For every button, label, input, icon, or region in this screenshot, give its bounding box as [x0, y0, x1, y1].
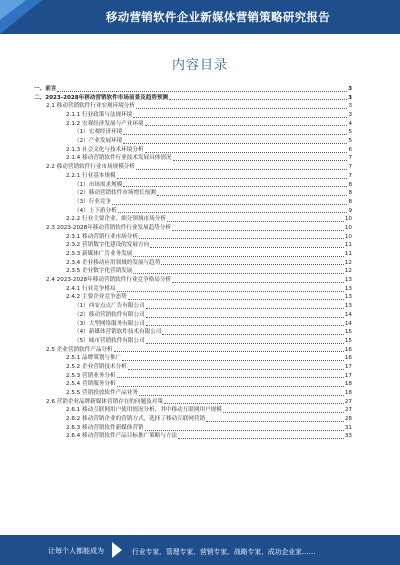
toc-entry-page: 10 [344, 233, 352, 240]
toc-entry[interactable] [34, 215, 352, 224]
toc-entry-title: 2.3 2023-2028年移动营销软件行业发展趋势分析 [46, 224, 172, 231]
toc-entry[interactable] [34, 363, 352, 372]
toc-entry-title: （1）宏观经济环境 [74, 129, 123, 136]
toc-entry-page: 3 [348, 112, 352, 119]
toc-entry-page: 3 [348, 94, 352, 101]
toc-leader-dots [162, 334, 343, 335]
toc-entry-title: 2.3.4 企业移动应用领域的发展与趋势 [66, 259, 161, 266]
toc-leader-dots [167, 221, 344, 222]
toc-entry[interactable] [34, 389, 352, 398]
toc-leader-dots [172, 282, 344, 283]
toc-entry-title: （2）产业发展环境 [74, 138, 123, 145]
toc-entry-title: 2.3.2 营销数字化建设的发展方向 [66, 242, 150, 249]
arrow-right-icon [112, 542, 122, 558]
toc-leader-dots [136, 169, 347, 170]
toc-entry[interactable] [34, 311, 352, 320]
toc-entry-page: 3 [348, 103, 352, 110]
toc-entry-page: 27 [344, 398, 352, 405]
toc-entry[interactable] [34, 337, 352, 346]
toc-leader-dots [139, 395, 344, 396]
toc-entry-title: 2.6.3 移动营销软件新媒体营销 [66, 424, 144, 431]
toc-leader-dots [117, 386, 344, 387]
toc-entry-page: 11 [344, 242, 352, 249]
toc-entry-page: 9 [348, 207, 352, 214]
toc-heading: 内容目录 [171, 58, 228, 73]
toc-entry[interactable] [34, 398, 352, 407]
toc-entry[interactable] [34, 259, 352, 268]
toc-entry-title: 2.5.3 营销业务分析 [66, 372, 116, 379]
toc-leader-dots [164, 403, 344, 404]
toc-leader-dots [206, 421, 344, 422]
toc-entry-page: 14 [344, 320, 352, 327]
header-accent-shape-light [0, 0, 26, 20]
toc-entry-title: 2.3.1 移动营销行业市场分析 [66, 233, 138, 240]
footer-slogan: 让每个人都能成为 [48, 547, 104, 555]
toc-entry-title: 2.5.4 营销服务分析 [66, 381, 116, 388]
toc-entry-page: 10 [344, 224, 352, 231]
toc-entry-page: 7 [348, 164, 352, 171]
toc-leader-dots [145, 430, 344, 431]
toc-entry-page: 4 [348, 120, 352, 127]
toc-entry-title: （2）移动营销软件有限公司 [74, 311, 145, 318]
toc-entry[interactable] [34, 128, 352, 137]
footer-roles: 行业专家、管理专家、营销专家、战略专家、成功企业家…… [132, 548, 316, 556]
toc-entry-title: 2.5 企业营销软件产品分析 [46, 346, 113, 353]
toc-entry-page: 5 [348, 138, 352, 145]
toc-entry-page: 15 [344, 337, 352, 344]
toc-leader-dots [157, 195, 348, 196]
toc-entry-title: 2.4.1 行业竞争格局 [66, 285, 116, 292]
toc-entry[interactable] [34, 163, 352, 172]
toc-entry[interactable] [34, 276, 352, 285]
toc-entry-page: 13 [344, 277, 352, 284]
toc-entry[interactable] [34, 285, 352, 294]
toc-leader-dots [117, 178, 348, 179]
toc-entry-page: 18 [344, 390, 352, 397]
toc-entry-page: 16 [344, 346, 352, 353]
toc-entry-page: 18 [344, 381, 352, 388]
toc-leader-dots [146, 325, 344, 326]
toc-entry-title: （3）大型网络服务有限公司 [74, 320, 145, 327]
toc-entry-title: 2.4 2023-2028年移动营销软件行业竞争格局分析 [46, 277, 172, 284]
toc-entry-title: 一、前言 [34, 85, 57, 92]
toc-entry[interactable] [34, 380, 352, 389]
toc-leader-dots [122, 360, 344, 361]
toc-leader-dots [117, 291, 344, 292]
toc-entry-page: 17 [344, 363, 352, 370]
toc-entry-page: 17 [344, 372, 352, 379]
toc-leader-dots [139, 238, 344, 239]
toc-entry-page: 16 [344, 355, 352, 362]
toc-entry[interactable] [34, 267, 352, 276]
toc-entry[interactable] [34, 346, 352, 355]
toc-entry-title: 2.1.4 移动营销软件行业技术发展具体情况 [66, 155, 172, 162]
table-of-contents [34, 85, 352, 441]
toc-entry-page: 3 [348, 85, 352, 92]
toc-entry-page: 13 [344, 294, 352, 301]
toc-entry-page: 31 [344, 424, 352, 431]
toc-entry[interactable] [34, 146, 352, 155]
toc-entry-page: 6 [348, 146, 352, 153]
toc-entry[interactable] [34, 85, 352, 94]
toc-entry-page: 11 [344, 251, 352, 258]
toc-entry[interactable] [34, 354, 352, 363]
toc-leader-dots [57, 91, 347, 92]
toc-entry-title: （1）市场需求规模 [74, 181, 123, 188]
toc-entry-title: 2.5.2 企业营销技术分析 [66, 363, 127, 370]
toc-leader-dots [145, 152, 348, 153]
toc-leader-dots [118, 212, 348, 213]
toc-leader-dots [146, 308, 344, 309]
toc-entry-page: 28 [344, 416, 352, 423]
toc-entry[interactable] [34, 233, 352, 242]
toc-entry-title: （1）西安点点广告有限公司 [74, 303, 145, 310]
toc-entry-page: 12 [344, 268, 352, 275]
toc-entry[interactable] [34, 406, 352, 415]
toc-entry[interactable] [34, 415, 352, 424]
toc-leader-dots [146, 317, 344, 318]
toc-leader-dots [146, 343, 344, 344]
toc-entry[interactable] [34, 424, 352, 433]
toc-entry[interactable] [34, 207, 352, 216]
toc-entry-page: 12 [344, 259, 352, 266]
toc-leader-dots [145, 125, 348, 126]
toc-entry-title: 2.6 营销企业品牌新媒体营销存在的问题及对策 [46, 398, 163, 405]
toc-entry[interactable] [34, 198, 352, 207]
toc-entry[interactable] [34, 320, 352, 329]
toc-entry-title: 2.3.3 新媒体广告业务发展 [66, 251, 133, 258]
toc-entry-page: 13 [344, 303, 352, 310]
toc-entry-title: 2.4.2 主要企业竞争态势 [66, 294, 127, 301]
toc-entry-page: 27 [344, 407, 352, 414]
toc-entry[interactable] [34, 111, 352, 120]
toc-entry-title: 二、2023-2028年移动营销软件市场前景及趋势预测 [34, 94, 169, 101]
toc-entry-title: 2.2.2 行业主要企业、细分领域市场分析 [66, 216, 166, 223]
toc-entry-title: 2.1.1 行业政策与法规环境 [66, 112, 133, 119]
toc-entry-title: （2）移动营销软件市场增长预测 [74, 190, 156, 197]
toc-entry[interactable] [34, 302, 352, 311]
toc-entry-title: 2.6.2 移动营销企业的营销方式，选择了移动互联网营销 [66, 416, 206, 423]
toc-leader-dots [112, 204, 347, 205]
toc-entry-title: 2.6.1 移动互联网用户使用情况分析，其中移动互联网用户规模 [66, 407, 222, 414]
toc-leader-dots [133, 273, 344, 274]
toc-leader-dots [128, 299, 344, 300]
toc-entry-title: 2.1.2 宏观经济发展与产业环境 [66, 120, 144, 127]
toc-entry-page: 8 [348, 181, 352, 188]
toc-leader-dots [133, 256, 344, 257]
toc-entry[interactable] [34, 155, 352, 164]
toc-entry-title: 2.1 移动营销软件行业宏观环境分析 [46, 103, 135, 110]
toc-leader-dots [150, 247, 344, 248]
toc-entry-page: 8 [348, 198, 352, 205]
toc-leader-dots [173, 160, 348, 161]
page-footer [0, 535, 400, 565]
toc-entry-title: 2.3.5 企业数字化营销发展 [66, 268, 133, 275]
toc-entry-page: 8 [348, 190, 352, 197]
toc-entry-page: 7 [348, 155, 352, 162]
toc-entry-page: 13 [344, 285, 352, 292]
toc-leader-dots [128, 369, 344, 370]
toc-entry-title: 2.6.4 移动营销软件产品目标推广策略与方法 [66, 433, 178, 440]
toc-entry[interactable] [34, 137, 352, 146]
toc-leader-dots [172, 230, 344, 231]
toc-leader-dots [123, 134, 347, 135]
toc-entry-title: 2.5.5 营销投放软件产品业务 [66, 390, 138, 397]
toc-entry[interactable] [34, 172, 352, 181]
toc-entry-title: 2.2 移动营销软件行业市场规模分析 [46, 164, 135, 171]
toc-leader-dots [223, 412, 344, 413]
toc-entry-title: 2.2.1 行业基本规模 [66, 172, 116, 179]
toc-entry-page: 7 [348, 172, 352, 179]
toc-entry[interactable] [34, 294, 352, 303]
toc-leader-dots [123, 143, 347, 144]
toc-leader-dots [178, 438, 344, 439]
toc-entry[interactable] [34, 241, 352, 250]
toc-entry[interactable] [34, 224, 352, 233]
toc-leader-dots [169, 99, 347, 100]
report-title: 移动营销软件企业新媒体营销策略研究报告 [105, 10, 331, 24]
toc-entry-title: 2.1.3 社会文化与技术环境分析 [66, 146, 144, 153]
toc-leader-dots [161, 264, 344, 265]
toc-leader-dots [133, 117, 347, 118]
toc-entry-page: 10 [344, 216, 352, 223]
toc-entry[interactable] [34, 189, 352, 198]
toc-entry-title: （3）行业竞争 [74, 198, 112, 205]
toc-entry-page: 33 [344, 433, 352, 440]
toc-entry-title: 2.5.1 品牌策划与推广 [66, 355, 122, 362]
toc-entry-page: 15 [344, 329, 352, 336]
toc-leader-dots [114, 351, 344, 352]
toc-entry[interactable] [34, 372, 352, 381]
toc-entry[interactable] [34, 120, 352, 129]
toc-entry[interactable] [34, 181, 352, 190]
page-header [0, 0, 400, 34]
toc-leader-dots [117, 377, 344, 378]
toc-leader-dots [136, 108, 347, 109]
toc-entry-title: （5）城市营销软件有限公司 [74, 337, 145, 344]
toc-entry[interactable] [34, 94, 352, 103]
toc-entry[interactable] [34, 102, 352, 111]
toc-entry-title: （4）新媒体营销软件技术有限公司 [74, 329, 162, 336]
toc-entry-page: 5 [348, 129, 352, 136]
toc-leader-dots [123, 186, 347, 187]
toc-entry[interactable] [34, 433, 352, 442]
toc-entry[interactable] [34, 328, 352, 337]
toc-entry-title: （4）上下游分析 [74, 207, 117, 214]
toc-entry-page: 14 [344, 311, 352, 318]
toc-entry[interactable] [34, 250, 352, 259]
